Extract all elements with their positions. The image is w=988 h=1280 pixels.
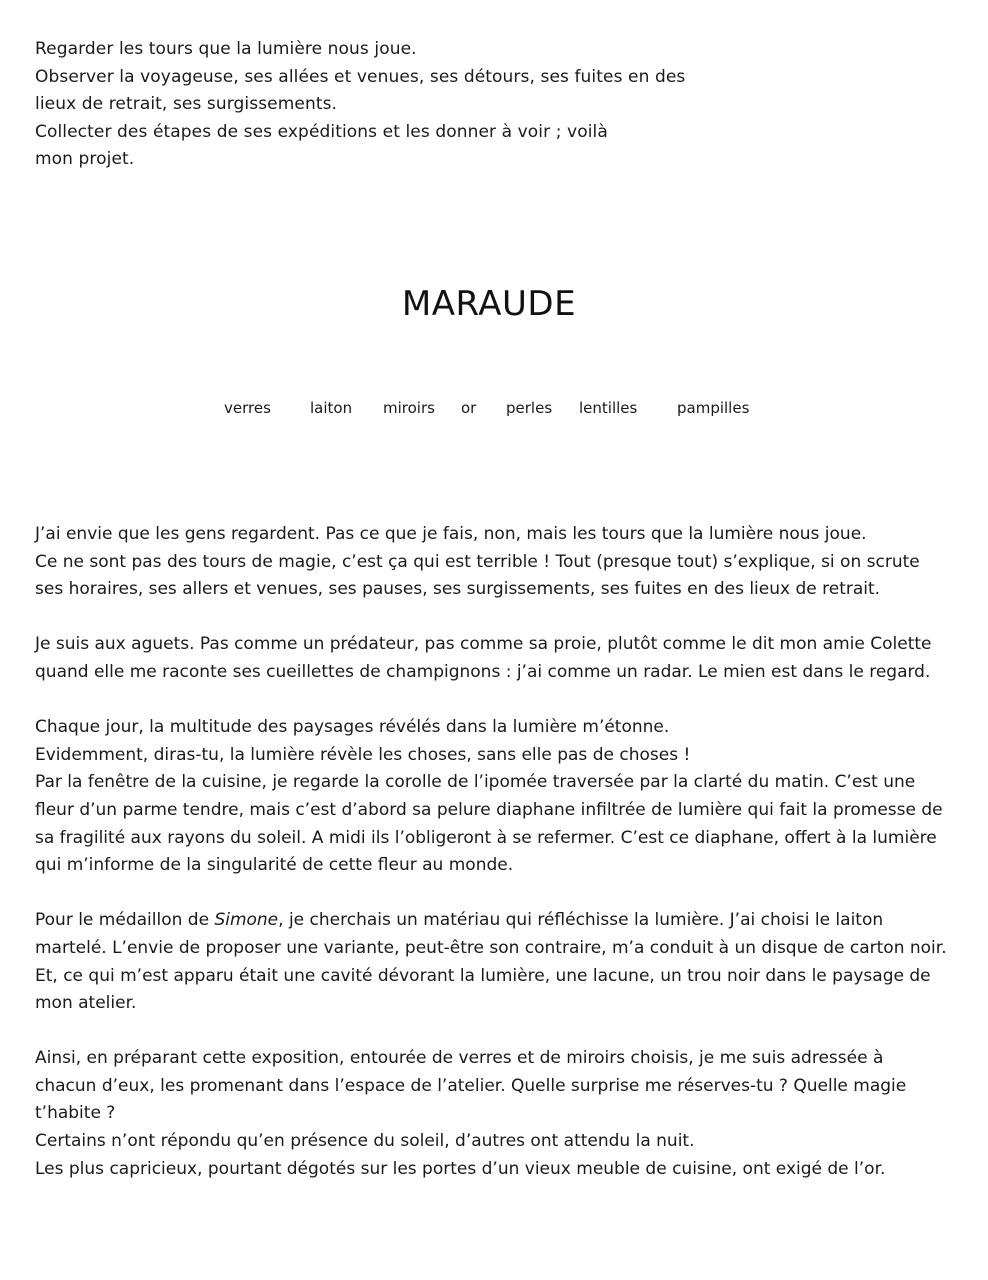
material-item: or (461, 399, 477, 417)
paragraph (35, 631, 950, 686)
paragraph-text: Pour le médaillon de (35, 910, 215, 931)
paragraph-line: Ce ne sont pas des tours de magie, c’est ça qui est terrible ! Tout (presque tout) s’explique, si on scrute ses horaires, ses allers et venues, ses pauses, ses surgissements, ses fuites en des lieux de retrait. (35, 551, 920, 600)
intro-text (35, 36, 735, 174)
paragraph-line: Je suis aux aguets. Pas comme un prédateur, pas comme sa proie, plutôt comme le dit mon amie Colette quand elle me raconte ses cueillettes de champignons : j’ai comme un radar. Le mien est dans le regard. (35, 634, 932, 682)
materials-list (0, 399, 988, 421)
paragraph (35, 907, 950, 1017)
material-item: perles (506, 399, 553, 417)
page-title: MARAUDE (401, 284, 577, 324)
intro-line: mon projet. (35, 149, 135, 169)
paragraph-line: Evidemment, diras-tu, la lumière révèle les choses, sans elle pas de choses ! (35, 744, 691, 765)
material-item: laiton (310, 399, 353, 417)
paragraph (35, 521, 950, 604)
material-item: miroirs (383, 399, 435, 417)
material-item: lentilles (579, 399, 638, 417)
material-item: verres (224, 399, 271, 417)
paragraph-text: , je cherchais un matériau qui réfléchisse la lumière. J’ai choisi le laiton martelé. L’envie de proposer une variante, peut-être son contraire, m’a conduit à un disque de carton noir. Et, ce qui m’est apparu était une cavité dévorant la lumière, une lacune, un trou noir dans le paysage de mon atelier. (35, 910, 947, 1014)
paragraph-line: Certains n’ont répondu qu’en présence du soleil, d’autres ont attendu la nuit. (35, 1131, 695, 1152)
artwork-title: Simone (214, 910, 279, 931)
intro-line: Observer la voyageuse, ses allées et venues, ses détours, ses fuites en des (35, 66, 686, 87)
paragraph-line: Les plus capricieux, pourtant dégotés sur les portes d’un vieux meuble de cuisine, ont exigé de l’or. (35, 1158, 886, 1179)
intro-line: Regarder les tours que la lumière nous joue. (35, 39, 417, 59)
material-item: pampilles (677, 399, 750, 417)
paragraph-line: J’ai envie que les gens regardent. Pas ce que je fais, non, mais les tours que la lumière nous joue. (35, 524, 867, 544)
intro-line: Collecter des étapes de ses expéditions et les donner à voir ; voilà (35, 121, 608, 142)
body-text (35, 521, 950, 1211)
paragraph-line: Par la fenêtre de la cuisine, je regarde la corolle de l’ipomée traversée par la clarté du matin. C’est une fleur d’un parme tendre, mais c’est d’abord sa pelure diaphane infiltrée de lumière qui fait la promesse de sa fragilité aux rayons du soleil. A midi ils l’obligeront à se refermer. C’est ce diaphane, offert à la lumière qui m’informe de la singularité de cette fleur au monde. (35, 772, 943, 876)
paragraph (35, 714, 950, 880)
paragraph (35, 1045, 950, 1183)
paragraph-line: Chaque jour, la multitude des paysages révélés dans la lumière m’étonne. (35, 717, 670, 738)
intro-line: lieux de retrait, ses surgissements. (35, 94, 338, 114)
paragraph-line: Ainsi, en préparant cette exposition, entourée de verres et de miroirs choisis, je me suis adressée à chacun d’eux, les promenant dans l’espace de l’atelier. Quelle surprise me réserves-tu ? Quelle magie t’habite ? (35, 1048, 907, 1124)
